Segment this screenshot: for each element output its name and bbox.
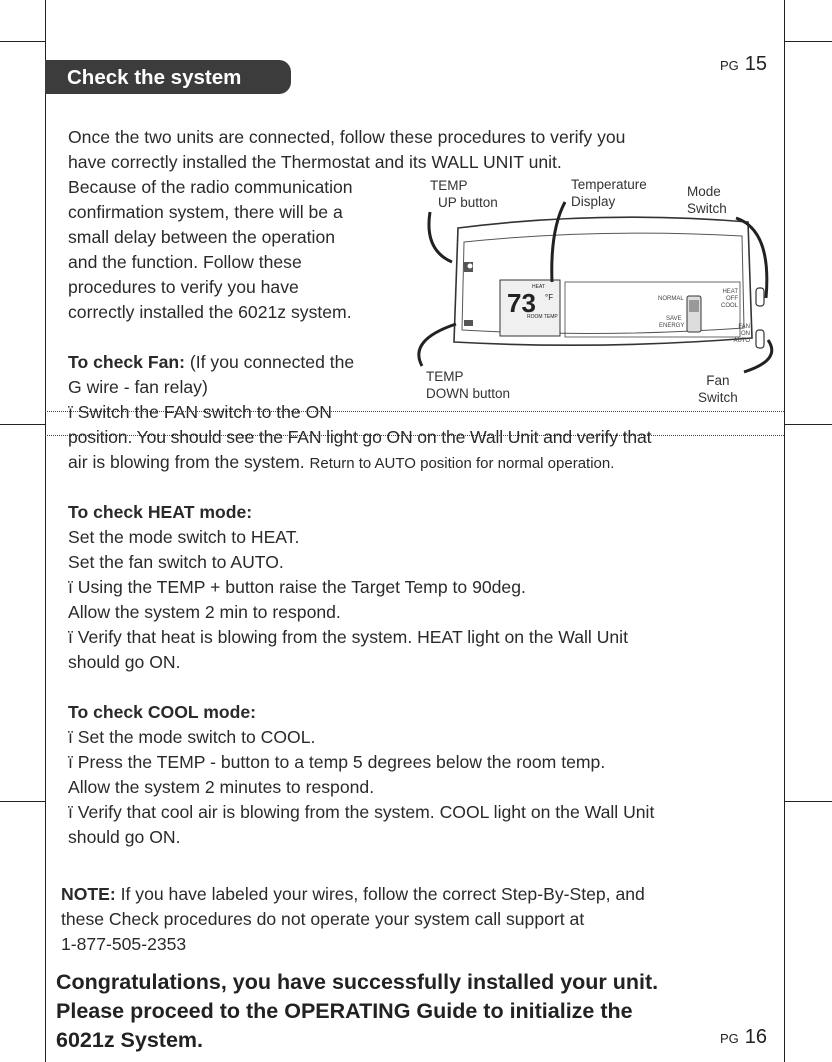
note-block [61, 882, 781, 957]
callout-temperature-display: Temperature Display [571, 177, 647, 209]
thermostat-body [454, 217, 752, 345]
intro-narrow-block [68, 175, 413, 325]
section-header-tab [45, 60, 291, 94]
callout-temp-up: TEMP UP button [430, 178, 498, 210]
intro-narrow-line: procedures to verify you have [68, 277, 299, 297]
save-energy-label-1: SAVE [666, 316, 682, 322]
heat-line: Set the mode switch to HEAT. [68, 527, 300, 547]
intro-narrow-line: confirmation system, there will be a [68, 202, 343, 222]
cool-line: should go ON. [68, 827, 181, 847]
trim-mark-top-right [784, 41, 832, 42]
fan-auto-label: AUTO [733, 338, 750, 344]
heat-line: ï Verify that heat is blowing from the system. HEAT light on the Wall Unit [68, 627, 628, 647]
fan-label: FAN [738, 324, 750, 330]
page-number-bottom: PG 16 [720, 1026, 768, 1048]
note-line: these Check procedures do not operate your system call support at [61, 909, 585, 929]
mode-off-label: OFF [726, 296, 738, 302]
fan-on-label: ON [741, 331, 750, 337]
fan-line [68, 450, 783, 476]
callout-mode-switch: Mode Switch [687, 184, 727, 216]
mode-switch [756, 288, 764, 306]
status-light-icon [468, 264, 473, 269]
congrats-line: 6021z System. [56, 1028, 204, 1052]
mode-cool-label: COOL [720, 303, 738, 309]
trim-mark-low-left [0, 801, 45, 802]
intro-narrow-line: correctly installed the 6021z system. [68, 302, 352, 322]
lcd-heat-indicator: HEAT [532, 284, 545, 290]
fan-line-a: air is blowing from the system. [68, 452, 305, 472]
cool-heading: To check COOL mode: [68, 702, 257, 722]
intro-narrow-line: small delay between the operation [68, 227, 336, 247]
energy-switch-knob [689, 300, 699, 312]
fan-line-b: Return to AUTO position for normal operation. [309, 455, 615, 472]
fan-line: ï Switch the FAN switch to the ON [68, 402, 333, 422]
heat-line: ï Using the TEMP + button raise the Target Temp to 90deg. [68, 577, 526, 597]
trim-mark-top-left [0, 41, 45, 42]
note-line: 1-877-505-2353 [61, 934, 187, 954]
fan-heading: To check Fan: [68, 352, 185, 372]
cool-line: Allow the system 2 minutes to respond. [68, 777, 375, 797]
section-title: Check the system [67, 66, 242, 89]
intro-line-1: Once the two units are connected, follow these procedures to verify you [68, 127, 626, 147]
cool-line: ï Press the TEMP - button to a temp 5 degrees below the room temp. [68, 752, 606, 772]
callout-temp-down: TEMP DOWN button [426, 369, 511, 401]
intro-narrow-line: Because of the radio communication [68, 177, 353, 197]
congratulations-message [56, 968, 746, 1055]
trim-mark-low-right [784, 801, 832, 802]
heat-check-block [68, 500, 783, 675]
lcd-temperature: 73 [507, 288, 536, 318]
fan-switch [756, 330, 764, 348]
save-energy-label-2: ENERGY [659, 323, 685, 329]
note-label: NOTE: [61, 884, 116, 904]
heat-line: should go ON. [68, 652, 181, 672]
mode-heat-label: HEAT [722, 289, 738, 295]
lcd-room-temp: ROOM TEMP [527, 314, 558, 320]
cool-check-block [68, 700, 783, 850]
trim-mark-mid-left [0, 424, 45, 425]
trim-mark-mid-right [784, 424, 832, 425]
callout-fan-switch: Fan Switch [698, 373, 738, 405]
trim-line-right [784, 0, 785, 1062]
thermostat-diagram [400, 170, 784, 420]
fan-line: G wire - fan relay) [68, 377, 208, 397]
fan-heading-rest: (If you connected the [185, 352, 355, 372]
heat-heading: To check HEAT mode: [68, 502, 253, 522]
note-text: If you have labeled your wires, follow the correct Step-By-Step, and [115, 884, 645, 904]
note-line [61, 882, 781, 907]
page-number-top: PG 15 [720, 53, 768, 75]
intro-narrow-line: and the function. Follow these [68, 252, 302, 272]
fan-line: position. You should see the FAN light go ON on the Wall Unit and verify that [68, 427, 652, 447]
leader-temp-up [429, 212, 452, 262]
congrats-line: Please proceed to the OPERATING Guide to initialize the [56, 999, 633, 1023]
cool-line: ï Verify that cool air is blowing from the system. COOL light on the Wall Unit [68, 802, 655, 822]
leader-temp-down [419, 324, 456, 366]
intro-line-2: have correctly installed the Thermostat and its WALL UNIT unit. [68, 152, 562, 172]
congrats-line: Congratulations, you have successfully installed your unit. [56, 970, 659, 994]
heat-line: Set the fan switch to AUTO. [68, 552, 284, 572]
trim-line-left [45, 0, 46, 1062]
lcd-unit: °F [545, 293, 554, 302]
normal-label: NORMAL [658, 296, 684, 302]
heat-line: Allow the system 2 min to respond. [68, 602, 341, 622]
temp-down-button [464, 320, 473, 326]
cool-line: ï Set the mode switch to COOL. [68, 727, 316, 747]
